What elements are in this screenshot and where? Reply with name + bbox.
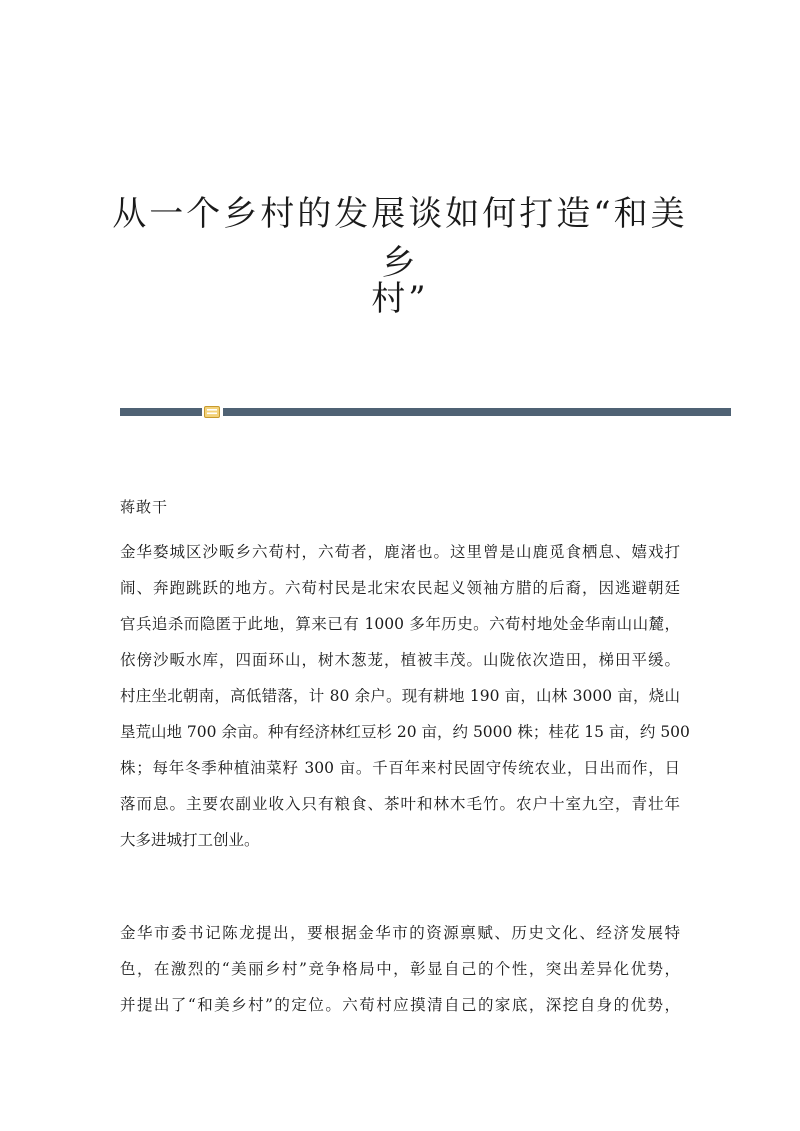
paragraph-line: 大多进城打工创业。	[120, 831, 260, 849]
paragraph-line: 依傍沙畈水库，四面环山，树木葱茏，植被丰茂。山陇依次造田，梯田平缓。	[120, 651, 680, 669]
paragraph-line: 金华市委书记陈龙提出，要根据金华市的资源禀赋、历史文化、经济发展特	[120, 924, 680, 942]
paragraph-1	[120, 534, 690, 858]
document-title-line-1: 从一个乡村的发展谈如何打造“和美乡	[112, 194, 688, 283]
paragraph-line: 金华婺城区沙畈乡六荀村，六荀者，鹿渚也。这里曾是山鹿觅食栖息、嬉戏打	[120, 543, 680, 561]
paragraph-2	[120, 915, 680, 1023]
paragraph-line: 落而息。主要农副业收入只有粮食、茶叶和林木毛竹。农户十室九空，青壮年	[120, 795, 680, 813]
document-title-line-2: 村”	[371, 279, 429, 319]
paragraph-line: 株；每年冬季种植油菜籽 300 亩。千百年来村民固守传统农业，日出而作，日	[120, 759, 680, 777]
author-name: 蒋敢干	[120, 498, 169, 516]
paragraph-line: 垦荒山地 700 余亩。种有经济林红豆杉 20 亩，约 5000 株；桂花 15 亩，约 500	[120, 723, 690, 741]
paragraph-line: 村庄坐北朝南，高低错落，计 80 余户。现有耕地 190 亩，山林 3000 亩，烧山	[120, 687, 680, 705]
title-divider-left	[120, 408, 202, 416]
paragraph-line: 色，在激烈的“美丽乡村”竞争格局中，彰显自己的个性，突出差异化优势，	[120, 960, 680, 978]
divider-emblem-icon	[204, 406, 220, 418]
title-divider-right	[223, 408, 731, 416]
paragraph-line: 并提出了“和美乡村”的定位。六荀村应摸清自己的家底，深挖自身的优势，	[120, 996, 680, 1014]
paragraph-line: 官兵追杀而隐匿于此地，算来已有 1000 多年历史。六荀村地处金华南山山麓，	[120, 615, 680, 633]
paragraph-line: 闹、奔跑跳跃的地方。六荀村民是北宋农民起义领袖方腊的后裔，因逃避朝廷	[120, 579, 680, 597]
